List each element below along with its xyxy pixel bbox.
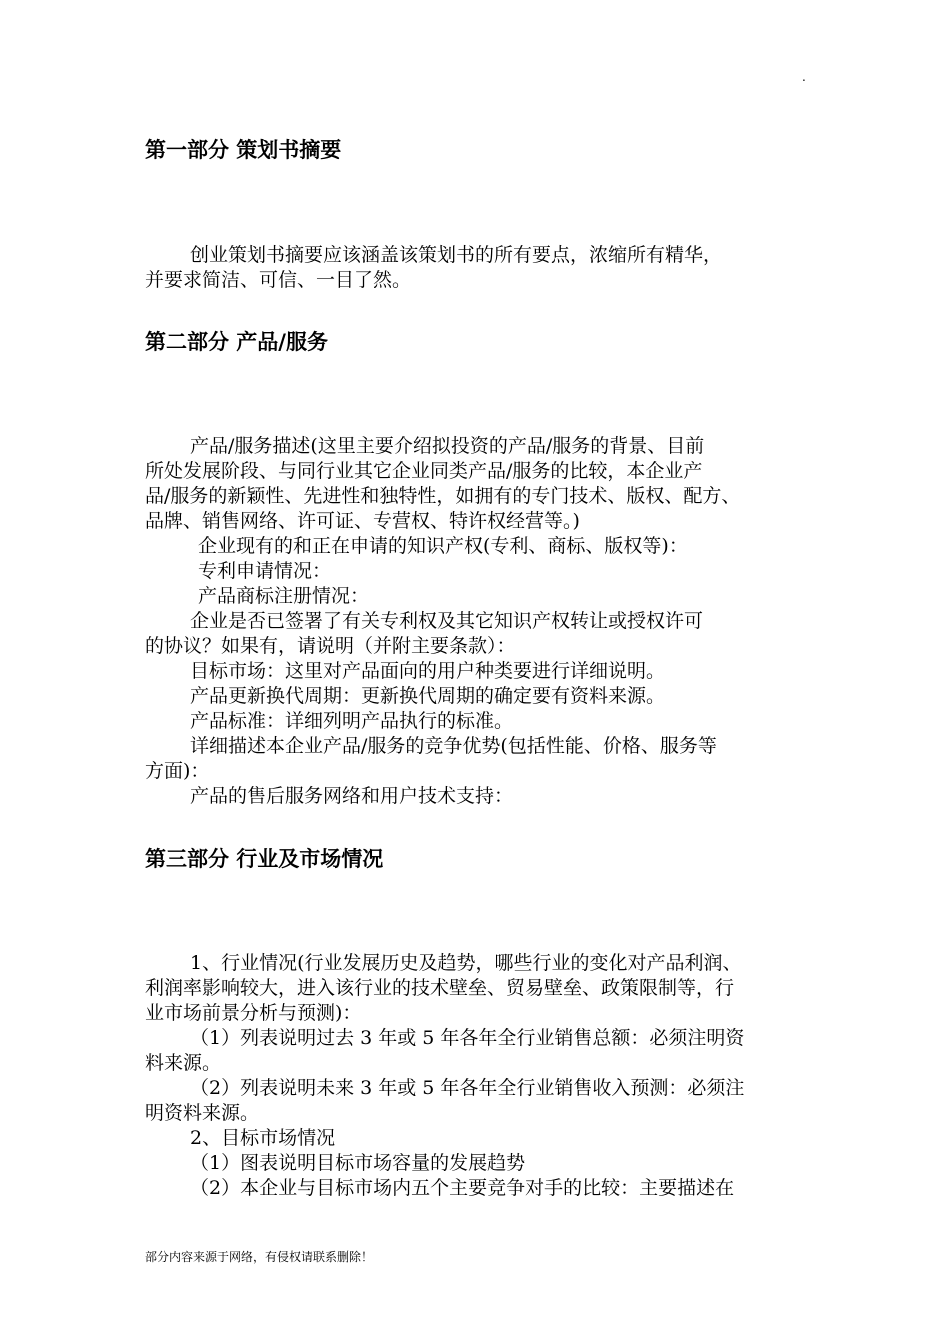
paragraph-line: 产品标准：详细列明产品执行的标准。	[190, 710, 514, 732]
section-3-title: 第三部分 行业及市场情况	[145, 847, 384, 871]
paragraph-line: 产品商标注册情况：	[198, 585, 370, 607]
paragraph-line: 目标市场：这里对产品面向的用户种类要进行详细说明。	[190, 660, 666, 682]
paragraph-line: 专利申请情况：	[198, 560, 332, 582]
paragraph-line: 方面)：	[145, 760, 210, 782]
paragraph-line: 企业是否已签署了有关专利权及其它知识产权转让或授权许可	[190, 610, 704, 632]
paragraph-line: 产品/服务描述(这里主要介绍拟投资的产品/服务的背景、目前	[190, 435, 705, 457]
paragraph-line: 所处发展阶段、与同行业其它企业同类产品/服务的比较，本企业产	[145, 460, 703, 482]
paragraph-line: 明资料来源。	[145, 1102, 260, 1124]
paragraph-line: （1）列表说明过去 3 年或 5 年各年全行业销售总额：必须注明资	[190, 1027, 745, 1049]
paragraph-line: 的协议？如果有，请说明（并附主要条款）：	[145, 635, 516, 657]
paragraph-line: 1、行业情况(行业发展历史及趋势，哪些行业的变化对产品利润、	[190, 952, 742, 974]
paragraph-line: 并要求简洁、可信、一目了然。	[145, 269, 412, 291]
paragraph-line: 料来源。	[145, 1052, 222, 1074]
paragraph-line: 品/服务的新颖性、先进性和独特性，如拥有的专门技术、版权、配方、	[145, 485, 741, 507]
paragraph-line: 产品的售后服务网络和用户技术支持：	[190, 785, 514, 807]
footer-note: 部分内容来源于网络，有侵权请联系删除！	[145, 1250, 374, 1264]
paragraph-line: 品牌、销售网络、许可证、专营权、特许权经营等。)	[145, 510, 580, 532]
paragraph-line: 业市场前景分析与预测)：	[145, 1002, 362, 1024]
paragraph-line: 产品更新换代周期：更新换代周期的确定要有资料来源。	[190, 685, 666, 707]
section-2-title: 第二部分 产品/服务	[145, 330, 328, 354]
page-mark: .	[802, 70, 806, 84]
section-1-title: 第一部分 策划书摘要	[145, 138, 342, 162]
paragraph-line: （2）本企业与目标市场内五个主要竞争对手的比较：主要描述在	[190, 1177, 735, 1199]
paragraph-line: 详细描述本企业产品/服务的竞争优势(包括性能、价格、服务等	[190, 735, 717, 757]
paragraph-line: 2、目标市场情况	[190, 1127, 336, 1149]
paragraph-line: 利润率影响较大，进入该行业的技术壁垒、贸易壁垒、政策限制等，行	[145, 977, 735, 999]
paragraph-line: 创业策划书摘要应该涵盖该策划书的所有要点，浓缩所有精华，	[190, 244, 723, 266]
paragraph-line: 企业现有的和正在申请的知识产权(专利、商标、版权等)：	[198, 535, 688, 557]
paragraph-line: （2）列表说明未来 3 年或 5 年各年全行业销售收入预测：必须注	[190, 1077, 745, 1099]
paragraph-line: （1）图表说明目标市场容量的发展趋势	[190, 1152, 526, 1174]
